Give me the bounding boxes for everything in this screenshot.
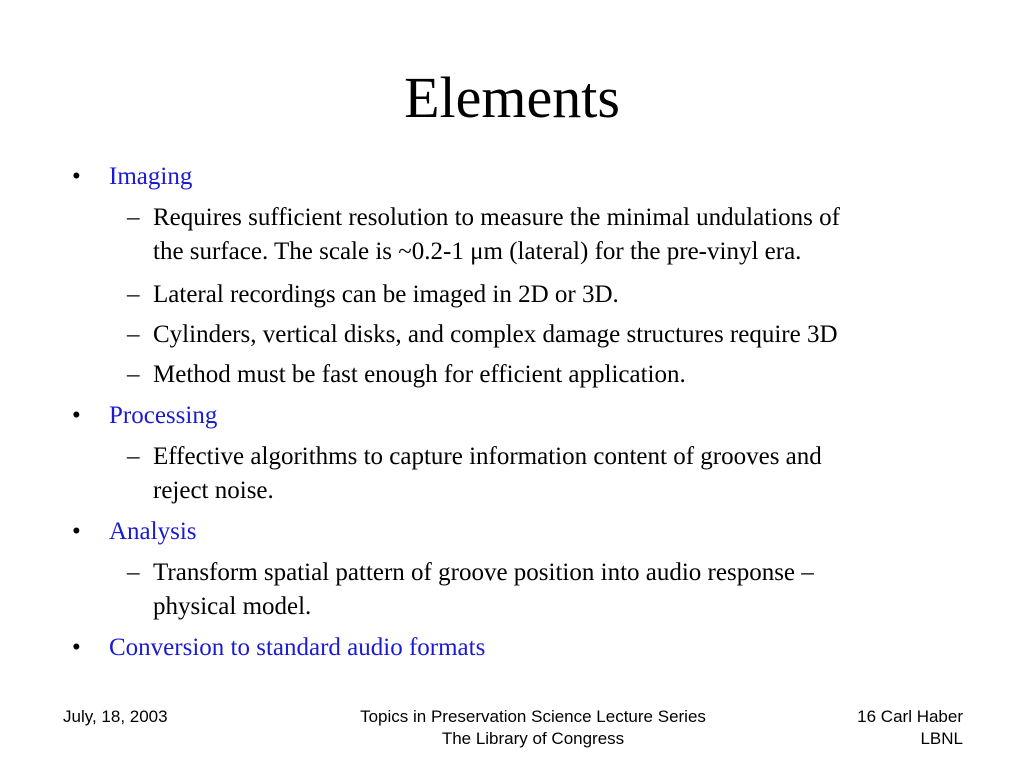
sub-item-text: Transform spatial pattern of groove position into audio response – (153, 559, 814, 586)
sub-item-text: Effective algorithms to capture information content of grooves and (153, 443, 822, 470)
sub-marker: – (127, 443, 140, 470)
bullet-marker: • (72, 163, 81, 190)
sub-marker: – (127, 559, 140, 586)
slide-title: Elements (404, 65, 620, 130)
bullet-label-analysis: Analysis (109, 518, 197, 545)
footer-date: July, 18, 2003 (63, 707, 168, 726)
sub-marker: – (127, 321, 140, 348)
footer-series-line2: The Library of Congress (441, 729, 625, 748)
sub-item-text: Method must be fast enough for efficient application. (153, 361, 686, 388)
bullet-label-conversion: Conversion to standard audio formats (109, 634, 486, 661)
sub-item-text: Cylinders, vertical disks, and complex damage structures require 3D (153, 321, 838, 348)
sub-item-text: physical model. (153, 593, 312, 620)
bullet-marker: • (72, 518, 81, 545)
sub-marker: – (127, 361, 140, 388)
sub-item-text: Requires sufficient resolution to measure the minimal undulations of (153, 204, 840, 231)
footer-series-line1: Topics in Preservation Science Lecture Series (360, 707, 706, 726)
footer-series (283, 706, 783, 750)
bullet-label-imaging: Imaging (109, 163, 193, 190)
bullet-marker: • (72, 634, 81, 661)
sub-item-text: Lateral recordings can be imaged in 2D or 3D. (153, 281, 619, 308)
footer-institution: LBNL (920, 729, 963, 748)
sub-item-text: reject noise. (153, 477, 274, 504)
sub-item-text: the surface. The scale is ~0.2-1 μm (lateral) for the pre-vinyl era. (153, 238, 802, 265)
sub-marker: – (127, 204, 140, 231)
footer-author (763, 706, 963, 750)
bullet-marker: • (72, 402, 81, 429)
bullet-label-processing: Processing (109, 402, 218, 429)
footer-page-author: 16 Carl Haber (857, 707, 963, 726)
sub-marker: – (127, 281, 140, 308)
